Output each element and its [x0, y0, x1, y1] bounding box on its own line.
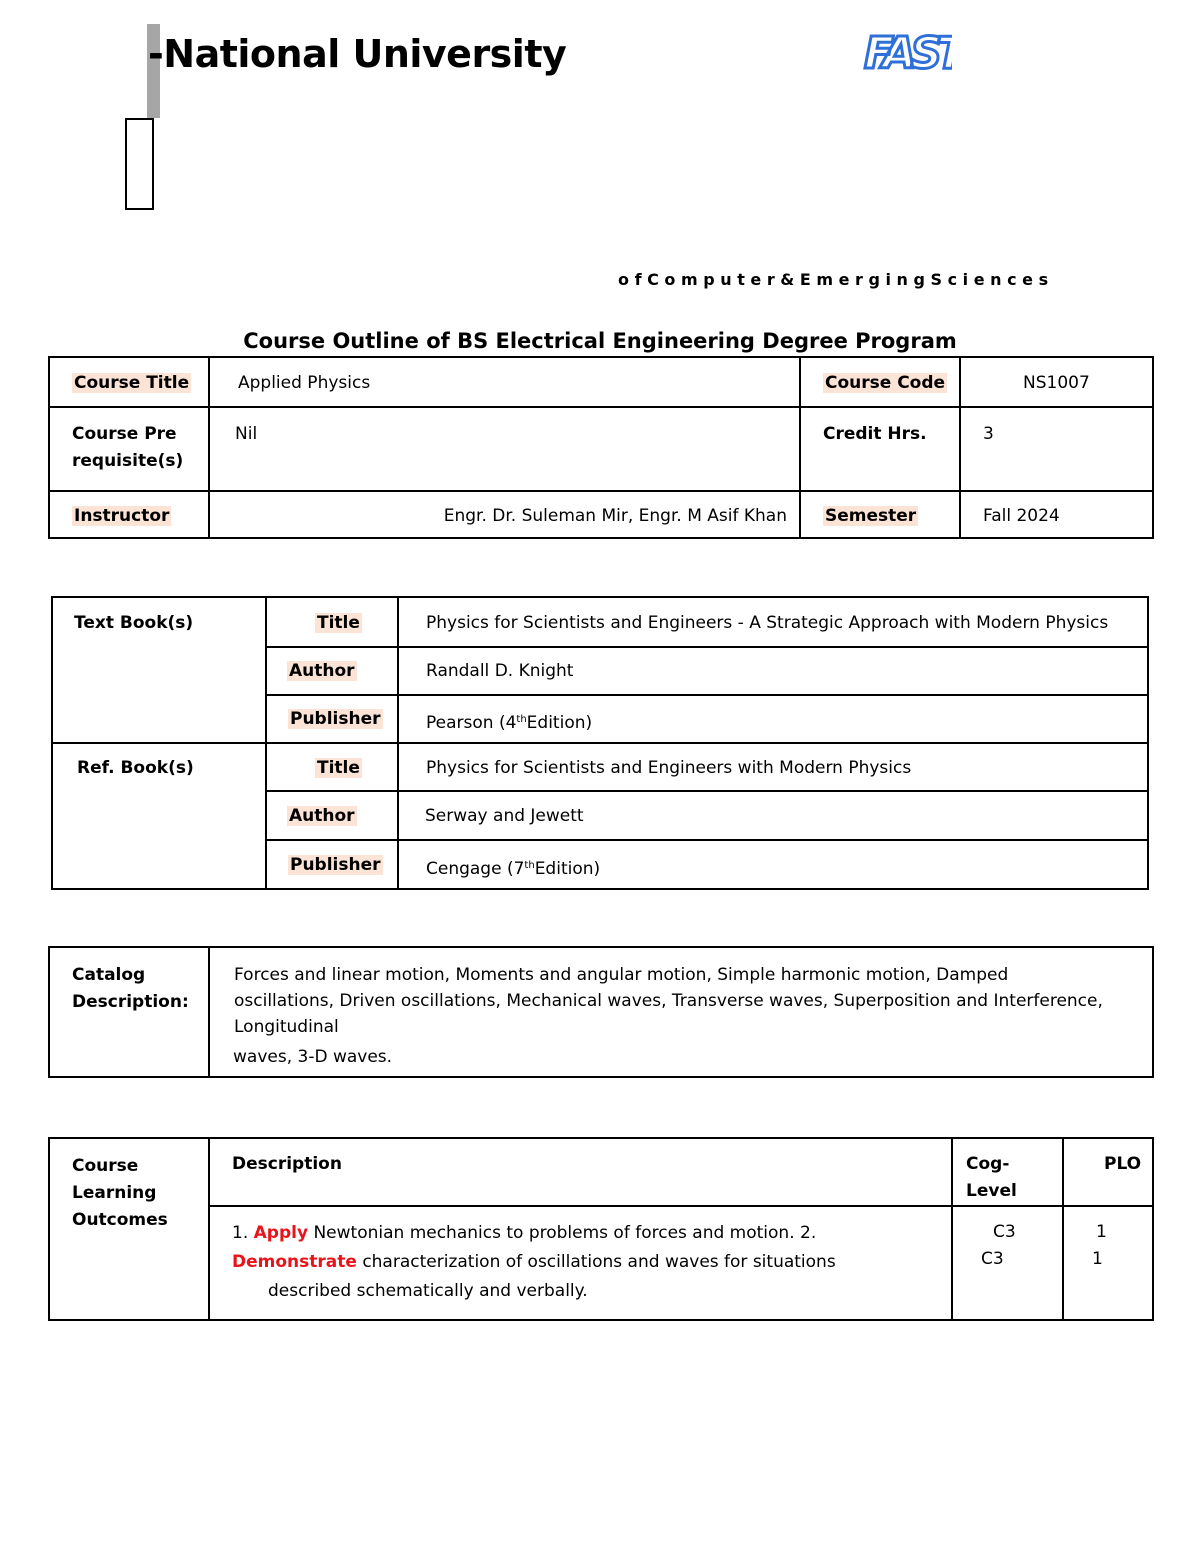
logo-text: FAST	[864, 28, 952, 74]
text-book-author-label: Author	[289, 661, 355, 681]
text-book-title-label: Title	[317, 613, 360, 633]
clo-label-line3: Outcomes	[72, 1210, 168, 1230]
ref-book-author-value: Serway and Jewett	[425, 806, 584, 826]
ref-book-title-row	[52, 743, 1148, 791]
catalog-desc-line3: Longitudinal	[234, 1017, 339, 1037]
ref-book-title-value: Physics for Scientists and Engineers with Modern Physics	[426, 758, 912, 778]
clo-verb-apply: Apply	[253, 1223, 309, 1243]
instructor-value: Engr. Dr. Suleman Mir, Engr. M Asif Khan	[443, 506, 787, 526]
clo-plo-1: 1	[1096, 1222, 1107, 1242]
ref-books-label: Ref. Book(s)	[77, 758, 194, 778]
instructor-label: Instructor	[74, 506, 170, 526]
fast-logo	[862, 28, 952, 74]
clo-item-2-cont: described schematically and verbally.	[268, 1281, 588, 1301]
fast-logo-icon	[862, 28, 952, 74]
text-book-publisher-value: Pearson (4thEdition)	[426, 713, 593, 733]
catalog-label-line1: Catalog	[72, 965, 146, 985]
ref-book-author-label: Author	[289, 806, 355, 826]
books-table	[51, 596, 1149, 890]
text-books-label: Text Book(s)	[74, 613, 194, 633]
clo-label-line2: Learning	[72, 1183, 157, 1203]
clo-description-header: Description	[232, 1154, 342, 1174]
clo-cog-1: C3	[993, 1222, 1016, 1242]
clo-verb-demonstrate: Demonstrate	[232, 1252, 357, 1272]
course-code-label: Course Code	[825, 373, 946, 393]
document-title: Course Outline of BS Electrical Engineering Degree Program	[243, 329, 957, 353]
clo-header-row	[49, 1138, 1153, 1206]
clo-item-2: Demonstrate characterization of oscillations and waves for situations	[232, 1252, 836, 1272]
semester-value: Fall 2024	[983, 506, 1060, 526]
clo-plo-2: 1	[1092, 1249, 1103, 1269]
clo-cog-level-header: Cog-Level	[966, 1154, 1017, 1201]
instructor-row	[49, 491, 1153, 538]
text-book-author-value: Randall D. Knight	[426, 661, 574, 681]
text-book-publisher-label: Publisher	[290, 709, 381, 729]
header-outline-box	[125, 118, 154, 210]
catalog-desc-line1: Forces and linear motion, Moments and angular motion, Simple harmonic motion, Damped	[234, 965, 1009, 985]
prereq-label-line2: requisite(s)	[72, 451, 184, 471]
course-title-row	[49, 357, 1153, 407]
ref-book-publisher-value: Cengage (7thEdition)	[426, 859, 601, 879]
prereq-row	[49, 407, 1153, 491]
prereq-label-line1: Course Pre	[72, 424, 177, 444]
ref-book-title-label: Title	[317, 758, 360, 778]
course-title-label: Course Title	[74, 373, 190, 393]
university-subtitle: o f C o m p u t e r & E m e r g i n g S c i e n c e s	[618, 270, 1049, 289]
semester-label: Semester	[825, 506, 917, 526]
catalog-label-line2: Description:	[72, 992, 189, 1012]
clo-body-row	[49, 1206, 1153, 1320]
catalog-desc-line4: waves, 3-D waves.	[233, 1047, 393, 1067]
catalog-desc-line2: oscillations, Driven oscillations, Mechanical waves, Transverse waves, Superposition and Interference,	[234, 991, 1103, 1011]
prereq-value: Nil	[235, 424, 258, 444]
text-book-title-row	[52, 597, 1148, 647]
credit-hrs-label: Credit Hrs.	[823, 424, 927, 444]
course-title-value: Applied Physics	[238, 373, 371, 393]
course-code-value: NS1007	[1023, 373, 1090, 393]
university-name: -National University	[148, 32, 567, 76]
clo-label-line1: Course	[72, 1156, 139, 1176]
ref-book-publisher-label: Publisher	[290, 855, 381, 875]
credit-hrs-value: 3	[983, 424, 994, 444]
clo-item-1: 1. Apply Newtonian mechanics to problems of forces and motion. 2.	[232, 1223, 817, 1243]
course-info-table	[48, 356, 1154, 539]
catalog-table	[48, 946, 1154, 1078]
clo-cog-2: C3	[981, 1249, 1004, 1269]
clo-table	[48, 1137, 1154, 1321]
text-book-title-value: Physics for Scientists and Engineers - A Strategic Approach with Modern Physics	[426, 613, 1109, 633]
clo-plo-header: PLO	[1104, 1154, 1142, 1174]
